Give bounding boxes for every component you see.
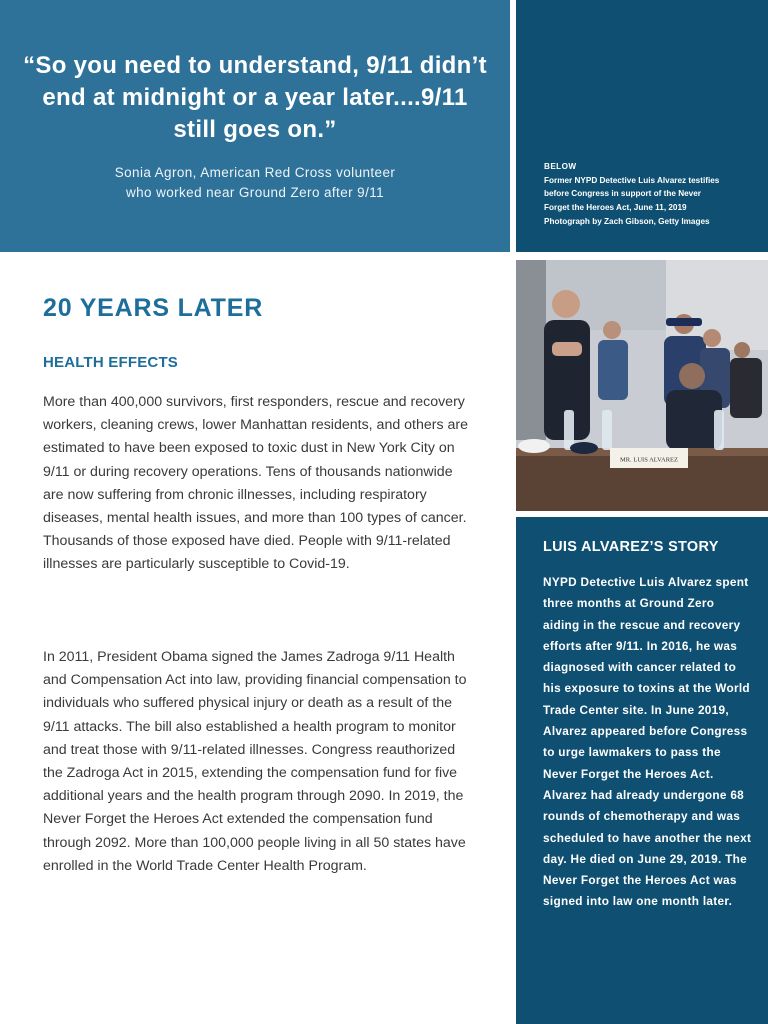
hearing-photo bbox=[516, 260, 768, 511]
caption-line-3: Forget the Heroes Act, June 11, 2019 bbox=[544, 203, 687, 213]
sidebar-title: LUIS ALVAREZ’S STORY bbox=[543, 539, 719, 555]
sidebar-body: NYPD Detective Luis Alvarez spent three months at Ground Zero aiding in the rescue and recovery efforts after 9/11. In 2016, he was diagnosed with cancer related to his exposure to toxins at the World Trade Center site. In June 2019, Alvarez appeared before Congress to urge lawmakers to pass the Never Forget the Heroes Act. Alvarez had already undergone 68 rounds of chemotherapy and was scheduled to have another the next day. He died on June 29, 2019. The Never Forget the Heroes Act was signed into law one month later. bbox=[543, 575, 752, 909]
caption-label: BELOW bbox=[544, 162, 577, 171]
caption-line-2: before Congress in support of the Never bbox=[544, 189, 701, 199]
quote-panel bbox=[0, 0, 510, 252]
attribution-line-1: Sonia Agron, American Red Cross volunteer bbox=[114, 165, 396, 180]
attribution-line-2: who worked near Ground Zero after 9/11 bbox=[125, 185, 385, 200]
health-effects-paragraph-2: In 2011, President Obama signed the James Zadroga 9/11 Health and Compensation Act into law, providing financial compensation to individuals who suffered physical injury or death as a result of the 9/11 attacks. The bill also established a health program to monitor and treat those with 9/11-related illnesses. Congress reauthorized the Zadroga Act in 2015, extending the compensation fund for five additional years and the health program through 2090. In 2019, the Never Forget the Heroes Act extended the compensation fund through 2092. More than 100,000 people living in all 50 states have enrolled in the World Trade Center Health Program. bbox=[43, 649, 467, 874]
story-sidebar bbox=[516, 517, 768, 1024]
quote-attribution bbox=[40, 163, 470, 203]
caption-line-1: Former NYPD Detective Luis Alvarez testifies bbox=[544, 175, 720, 185]
pull-quote: “So you need to understand, 9/11 didn’t end at midnight or a year later....9/11 still goes on.” bbox=[23, 52, 487, 143]
caption-credit: Photograph by Zach Gibson, Getty Images bbox=[544, 216, 710, 226]
nameplate-text: MR. LUIS ALVAREZ bbox=[620, 456, 678, 464]
section-heading: HEALTH EFFECTS bbox=[43, 354, 179, 371]
page-title: 20 YEARS LATER bbox=[43, 294, 264, 322]
hearing-photo-illustration bbox=[516, 260, 768, 511]
health-effects-paragraph-1: More than 400,000 survivors, first responders, rescue and recovery workers, cleaning crews, lower Manhattan residents, and others are estimated to have been exposed to toxic dust in New York City on 9/11 or during recovery operations. Tens of thousands nationwide are now suffering from chronic illnesses, including respiratory diseases, mental health issues, and more than 100 types of cancer. Thousands of those exposed have died. People with 9/11-related illnesses are particularly susceptible to Covid-19. bbox=[43, 394, 469, 573]
photo-caption bbox=[544, 160, 760, 229]
caption-panel bbox=[516, 0, 768, 252]
